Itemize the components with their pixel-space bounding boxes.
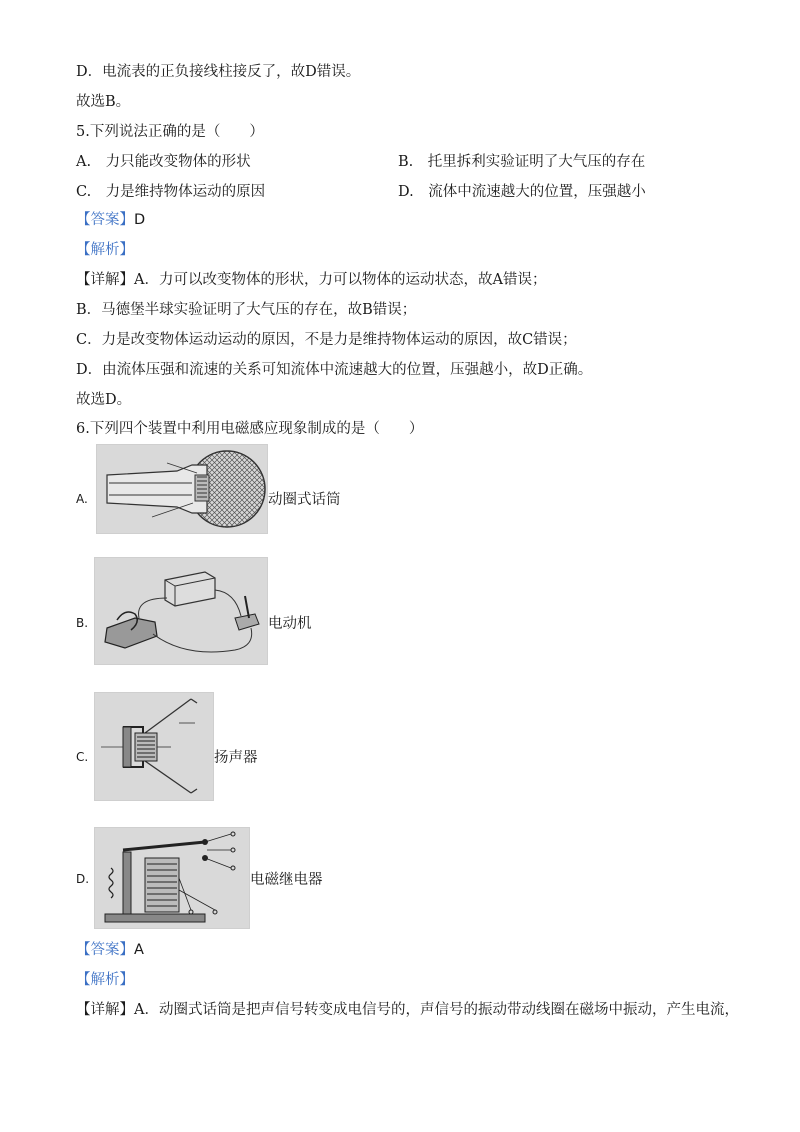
- q5-detail-d: D．由流体压强和流速的关系可知流体中流速越大的位置，压强越小，故D正确。: [76, 362, 593, 378]
- q6-option-d-name: 电磁继电器: [250, 872, 323, 888]
- q6-option-d-letter: D.: [76, 872, 90, 886]
- q6-option-c-name: 扬声器: [214, 750, 258, 766]
- prev-option-d-explanation: D．电流表的正负接线柱接反了，故D错误。: [76, 64, 361, 80]
- q5-detail-b: B．马德堡半球实验证明了大气压的存在，故B错误；: [76, 302, 417, 318]
- q6-option-b-name: 电动机: [268, 616, 312, 632]
- q6-detail: [76, 1000, 739, 1020]
- q5-option-c: C. 力是维持物体运动的原因: [76, 184, 266, 200]
- q5-option-b: B. 托里拆利实验证明了大气压的存在: [398, 154, 646, 170]
- prev-conclusion: 故选B。: [76, 94, 131, 110]
- q5-detail-a-text: A．力可以改变物体的形状，力可以物体的运动状态，故A错误；: [134, 272, 547, 288]
- speaker-figure: [94, 692, 214, 801]
- q6-stem: 6.下列四个装置中利用电磁感应现象制成的是（ ）: [76, 421, 424, 437]
- q6-answer-label: 【答案】: [76, 942, 134, 958]
- q6-option-b-letter: B.: [76, 616, 89, 630]
- q5-analysis-label: 【解析】: [76, 242, 134, 258]
- q5-option-a: A. 力只能改变物体的形状: [76, 154, 251, 170]
- q6-detail-label: 【详解】: [76, 1002, 134, 1018]
- q5-detail-label: 【详解】: [76, 272, 134, 288]
- q5-stem: 5.下列说法正确的是（ ）: [76, 124, 264, 140]
- q6-analysis-label: 【解析】: [76, 972, 134, 988]
- relay-figure: [94, 827, 250, 929]
- q6-answer: [76, 940, 144, 960]
- q6-option-c-letter: C.: [76, 750, 89, 764]
- q6-option-a-letter: A.: [76, 492, 88, 506]
- q5-detail-c: C．力是改变物体运动运动的原因，不是力是维持物体运动的原因，故C错误；: [76, 332, 577, 348]
- q5-answer-label: 【答案】: [76, 212, 134, 228]
- motor-figure: [94, 557, 268, 665]
- q5-detail-a: [76, 270, 546, 290]
- q5-answer: [76, 210, 145, 230]
- q6-option-a-name: 动圈式话筒: [268, 492, 341, 508]
- microphone-figure: [96, 444, 268, 534]
- q5-answer-value: D: [134, 212, 146, 228]
- q5-option-d: D. 流体中流速越大的位置，压强越小: [398, 184, 646, 200]
- q5-conclusion: 故选D。: [76, 392, 132, 408]
- q6-detail-text: A．动圈式话筒是把声信号转变成电信号的，声信号的振动带动线圈在磁场中振动，产生电流，: [134, 1002, 739, 1018]
- q6-answer-value: A: [134, 942, 144, 958]
